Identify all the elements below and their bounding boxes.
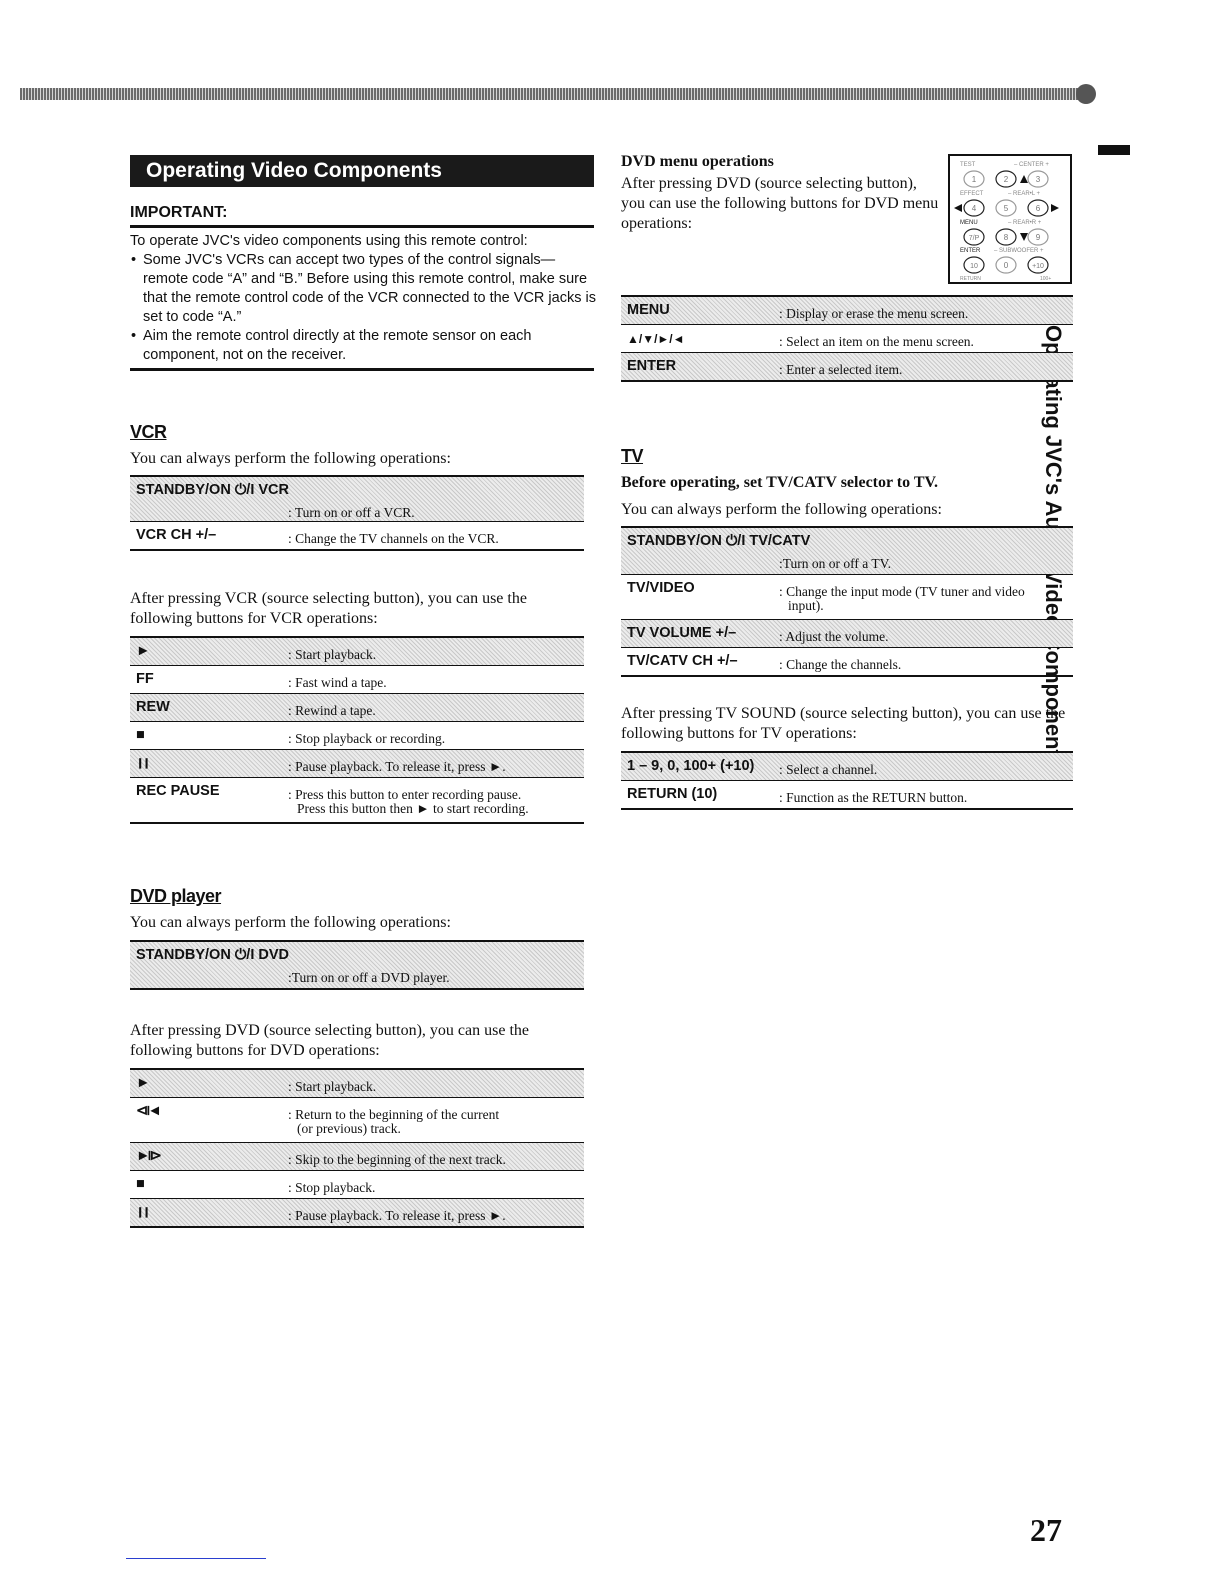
footer-rule: [126, 1558, 266, 1559]
row-key: FF: [136, 671, 154, 687]
row-key: VCR CH +/–: [136, 527, 217, 543]
keypad-label: – CENTER +: [1014, 162, 1049, 168]
row-key: REC PAUSE: [136, 783, 220, 799]
previous-track-icon: ⧏◄: [136, 1103, 159, 1119]
row-desc: : Select a channel.: [779, 762, 878, 777]
row-key: ENTER: [627, 358, 677, 374]
remote-keypad-svg: [950, 156, 1070, 282]
row-desc: : Adjust the volume.: [779, 629, 889, 644]
stop-icon: ■: [136, 1176, 145, 1192]
keypad-label: – REAR•R +: [1008, 220, 1042, 226]
important-bottom-rule: [130, 368, 594, 371]
table-row: [621, 574, 1073, 619]
table-row: [621, 647, 1073, 675]
keypad-key-label: 6: [1035, 204, 1041, 213]
row-desc: : Fast wind a tape.: [288, 675, 387, 690]
vcr-intro: You can always perform the following operations:: [130, 450, 451, 467]
row-desc: : Stop playback.: [288, 1180, 376, 1195]
vcr-heading: VCR: [130, 422, 167, 442]
next-track-icon: ►⧐: [136, 1148, 159, 1164]
table-row: [130, 721, 584, 749]
row-desc: : Start playback.: [288, 1079, 377, 1094]
important-title: IMPORTANT:: [130, 204, 228, 221]
row-key: STANDBY/ON ⏻/I VCR: [136, 482, 289, 498]
row-desc: :Turn on or off a DVD player.: [288, 970, 450, 985]
play-icon: ►: [136, 643, 151, 659]
tv-after-text: After pressing TV SOUND (source selecting button), you can use the following buttons for TV operations:: [621, 705, 1066, 742]
keypad-key-label: 10: [970, 263, 978, 270]
row-desc-line2: Press this button then ► to start recording.: [297, 801, 529, 816]
tv-always-table: [621, 526, 1073, 677]
stop-icon: ■: [136, 727, 145, 743]
row-key: RETURN (10): [627, 786, 718, 802]
play-icon: ►: [136, 1075, 151, 1091]
tv-heading: TV: [621, 446, 644, 466]
row-key: 1 – 9, 0, 100+ (+10): [627, 758, 755, 774]
table-row: [130, 1097, 584, 1142]
row-desc: : Start playback.: [288, 647, 377, 662]
dvd-player-intro: You can always perform the following operations:: [130, 914, 451, 931]
arrow-right-icon: [1051, 204, 1059, 212]
table-row: [130, 1142, 584, 1170]
row-desc-line2: input).: [788, 598, 824, 613]
table-row: [130, 693, 584, 721]
important-list: [130, 251, 596, 365]
keypad-label: RETURN: [960, 276, 981, 282]
remote-keypad-illustration: [948, 154, 1072, 284]
row-desc: : Select an item on the menu screen.: [779, 334, 974, 349]
header-dot: [1076, 84, 1096, 104]
section-banner: Operating Video Components: [130, 155, 594, 187]
keypad-label: MENU: [960, 220, 978, 226]
row-key: TV/VIDEO: [627, 580, 695, 596]
dvd-menu-text: After pressing DVD (source selecting button), you can use the following buttons for DVD menu operations:: [621, 175, 939, 232]
keypad-label: TEST: [960, 162, 976, 168]
table-row: [621, 528, 1073, 574]
table-row: [130, 1170, 584, 1198]
table-row: [621, 352, 1073, 380]
keypad-key-label: 5: [1003, 204, 1009, 213]
important-body: [130, 232, 596, 365]
dvd-menu-heading: DVD menu operations: [621, 153, 774, 170]
cursor-arrows-icon: ▲/▼/►/◄: [627, 332, 685, 346]
row-desc: : Return to the beginning of the current: [288, 1107, 500, 1122]
table-row: [621, 753, 1073, 780]
tv-subhead: Before operating, set TV/CATV selector to TV.: [621, 474, 939, 491]
row-key: MENU: [627, 302, 670, 318]
keypad-key-label: 2: [1003, 175, 1009, 184]
table-row: [621, 780, 1073, 808]
row-desc: : Display or erase the menu screen.: [779, 306, 969, 321]
keypad-key-label: 0: [1003, 261, 1009, 270]
table-row: [130, 665, 584, 693]
row-desc: : Change the TV channels on the VCR.: [288, 531, 499, 546]
important-bullet: • Some JVC's VCRs can accept two types of the control signals—remote code “A” and “B.” Before using this remote control, make sure that the remote control code of the VCR connected to the VCR jacks is set to code “A.”: [130, 251, 596, 327]
keypad-key-label: 1: [971, 175, 977, 184]
arrow-left-icon: [954, 204, 962, 212]
pause-icon: ❙❙: [136, 758, 149, 769]
table-row: [130, 777, 584, 822]
keypad-label: – REAR•L +: [1008, 191, 1041, 197]
table-row: [130, 638, 584, 665]
keypad-key-label: 9: [1035, 233, 1041, 242]
page-number: 27: [1030, 1512, 1062, 1548]
row-desc: : Change the channels.: [779, 657, 902, 672]
row-desc: : Function as the RETURN button.: [779, 790, 968, 805]
row-desc: : Skip to the beginning of the next track.: [288, 1152, 506, 1167]
table-row: [130, 749, 584, 777]
row-desc: :Turn on or off a TV.: [779, 556, 892, 571]
row-desc: : Pause playback. To release it, press ►.: [288, 759, 506, 774]
table-row: [130, 1070, 584, 1097]
important-intro: To operate JVC's video components using this remote control:: [130, 233, 528, 249]
row-desc: : Enter a selected item.: [779, 362, 903, 377]
vcr-after-table: [130, 636, 584, 824]
row-key: TV/CATV CH +/–: [627, 653, 738, 669]
dvd-after-table: [130, 1068, 584, 1228]
keypad-key-label: +10: [1032, 263, 1044, 270]
keypad-label: ENTER: [960, 248, 981, 254]
keypad-key-label: 8: [1003, 233, 1009, 242]
keypad-key-label: 7/P: [968, 235, 980, 242]
vcr-always-table: [130, 475, 584, 551]
dvd-after-text: After pressing DVD (source selecting button), you can use the following buttons for DVD operations:: [130, 1022, 529, 1059]
row-desc-line2: (or previous) track.: [297, 1121, 401, 1136]
row-desc: : Rewind a tape.: [288, 703, 376, 718]
tv-intro: You can always perform the following operations:: [621, 501, 942, 518]
pause-icon: ❙❙: [136, 1207, 149, 1218]
row-desc: : Stop playback or recording.: [288, 731, 446, 746]
table-row: [621, 297, 1073, 324]
row-key: REW: [136, 699, 170, 715]
dvd-menu-table: [621, 295, 1073, 382]
row-desc: : Press this button to enter recording pause.: [288, 787, 522, 802]
table-row: [130, 477, 584, 521]
vcr-after-text: After pressing VCR (source selecting button), you can use the following buttons for VCR operations:: [130, 590, 527, 627]
header-rule: [20, 88, 1082, 100]
important-top-rule: [130, 225, 594, 228]
keypad-key-label: 3: [1035, 175, 1041, 184]
row-desc: : Turn on or off a VCR.: [288, 505, 415, 520]
keypad-label: – SUBWOOFER +: [994, 248, 1044, 254]
dvd-always-table: [130, 940, 584, 990]
arrow-down-icon: [1020, 233, 1028, 241]
side-tab-marker: [1098, 145, 1130, 155]
table-row: [621, 619, 1073, 647]
important-bullet: • Aim the remote control directly at the remote sensor on each component, not on the receiver.: [130, 327, 596, 365]
row-key: STANDBY/ON ⏻/I DVD: [136, 947, 289, 963]
table-row: [621, 324, 1073, 352]
keypad-label: 100+: [1040, 276, 1052, 282]
tv-after-table: [621, 751, 1073, 810]
arrow-up-icon: [1020, 175, 1028, 183]
row-key: STANDBY/ON ⏻/I TV/CATV: [627, 533, 811, 549]
table-row: [130, 1198, 584, 1226]
row-desc: : Pause playback. To release it, press ►.: [288, 1208, 506, 1223]
keypad-label: EFFECT: [960, 191, 984, 197]
keypad-key-label: 4: [971, 204, 977, 213]
table-row: [130, 942, 584, 988]
table-row: [130, 521, 584, 549]
row-desc: : Change the input mode (TV tuner and video: [779, 584, 1025, 599]
row-key: TV VOLUME +/–: [627, 625, 737, 641]
dvd-player-heading: DVD player: [130, 886, 222, 906]
